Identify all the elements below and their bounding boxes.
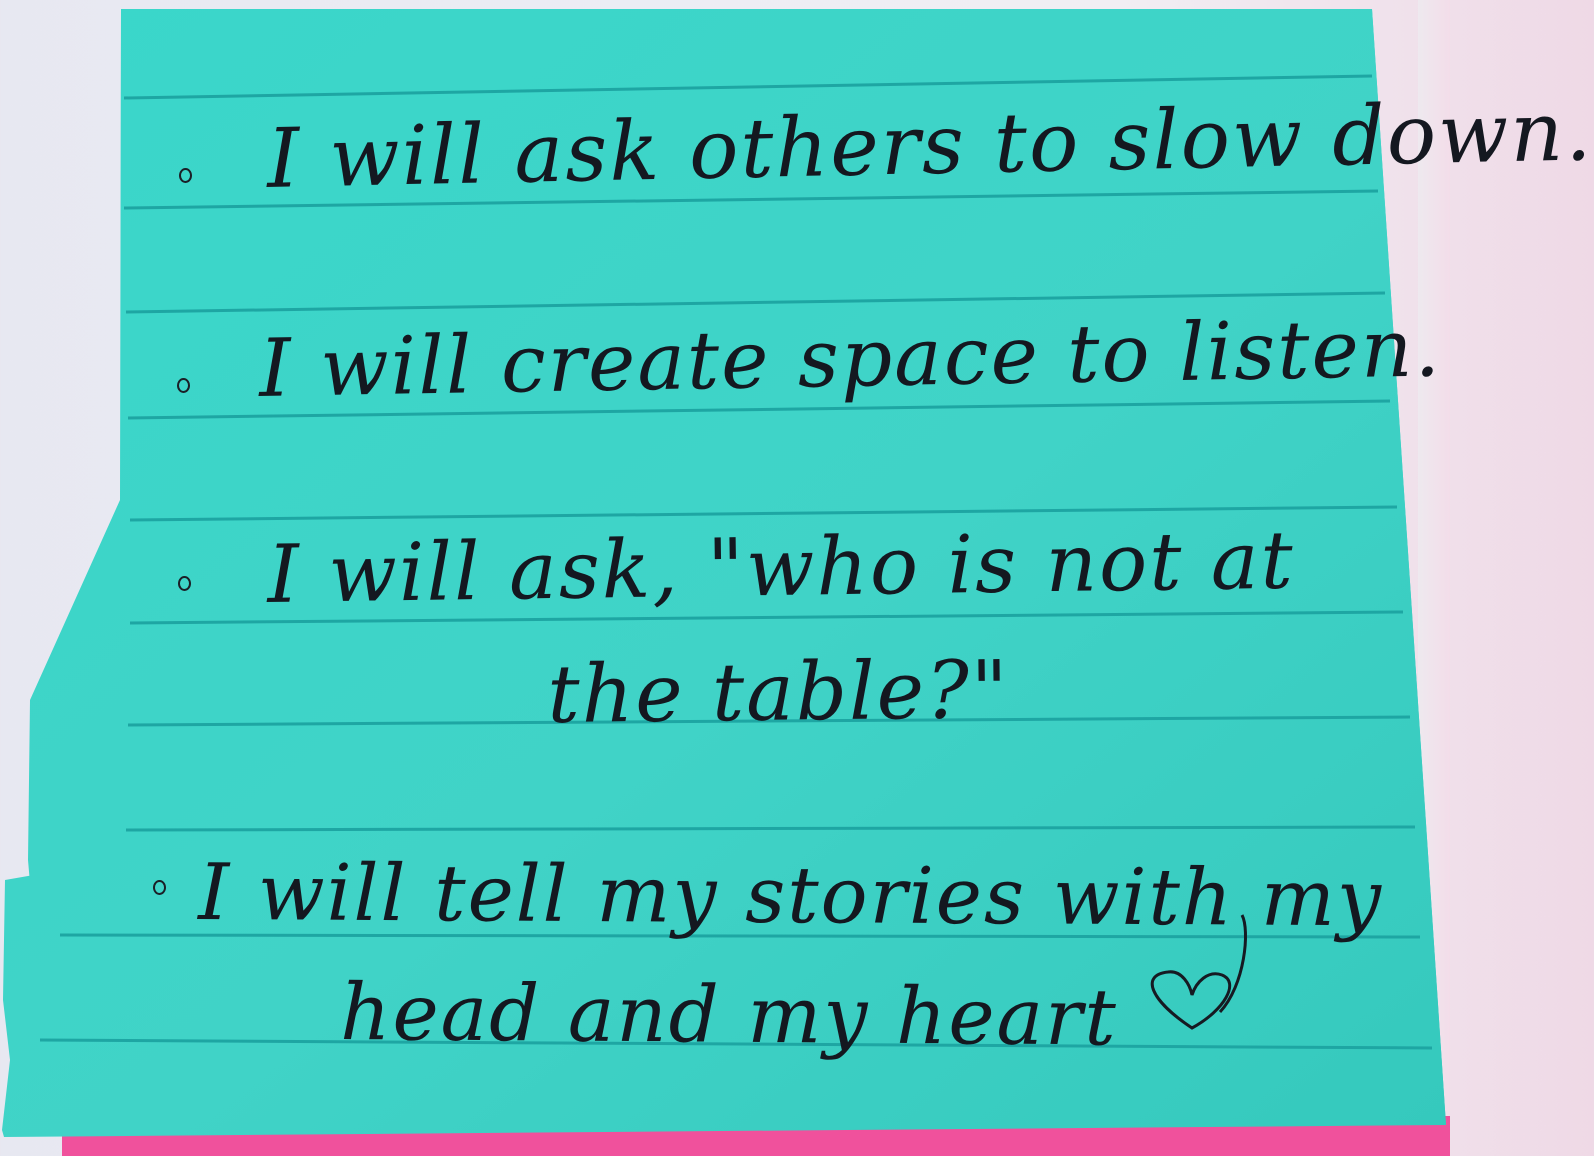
note-item-4-line-2: head and my heart — [340, 968, 1119, 1064]
note-item-3-line-1: I will ask, "who is not at — [266, 513, 1296, 621]
note-item-3-line-2: the table?" — [547, 643, 1011, 741]
note-item-2-line-1: I will create space to listen. — [258, 301, 1443, 415]
note-item-1-line-1: I will ask others to slow down. — [266, 84, 1594, 207]
bullet-icon — [178, 576, 191, 591]
bullet-icon — [177, 378, 190, 393]
note-item-4-line-1: I will tell my stories with my — [198, 848, 1384, 945]
bullet-icon — [153, 880, 166, 895]
bullet-icon — [179, 168, 192, 183]
